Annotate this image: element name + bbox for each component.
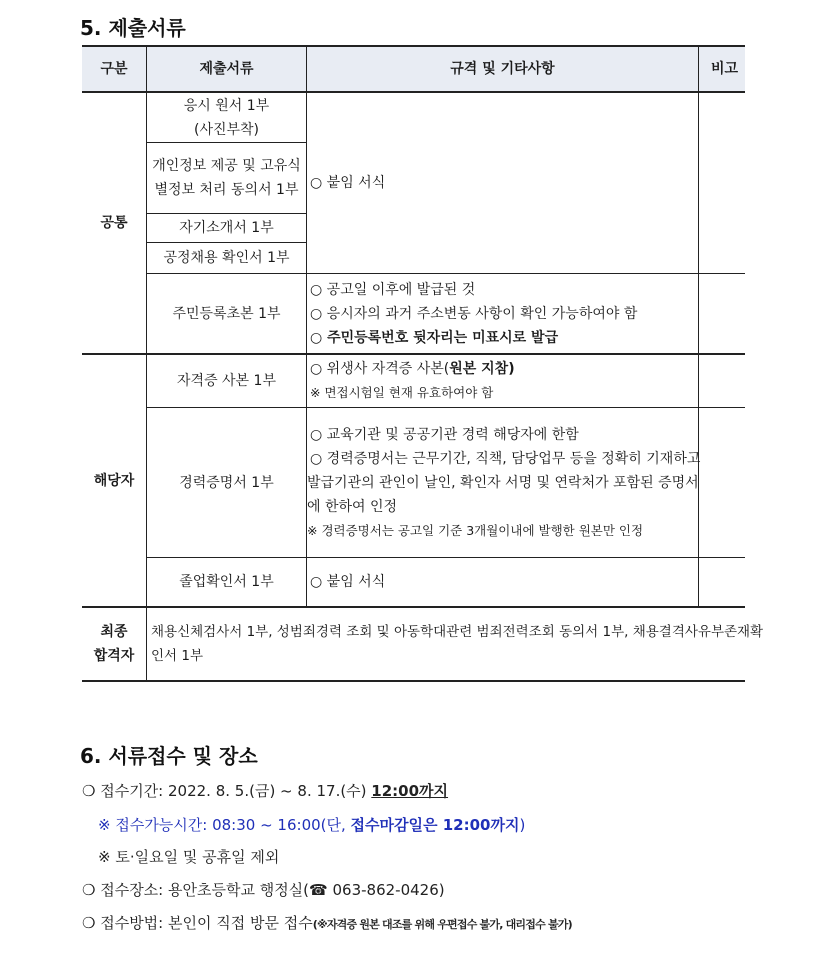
spec-career-line4: 에 한하여 인정	[307, 498, 398, 515]
receipt-place	[82, 879, 445, 900]
doc-privacy	[147, 143, 306, 213]
doc-application	[147, 93, 306, 142]
receipt-excluded: ※ 토·일요일 및 공휴일 제외	[98, 848, 280, 866]
receipt-period-label: ❍ 접수기간: 2022. 8. 5.(금) ~ 8. 17.(수)	[82, 782, 372, 800]
doc-application-line2: (사진부착)	[193, 121, 260, 138]
doc-license: 자격증 사본 1부	[177, 373, 276, 389]
receipt-method-note: (※자격증 원본 대조를 위해 우편접수 불가, 대리접수 불가)	[312, 918, 572, 931]
category-applicable: 해당자	[93, 472, 135, 489]
category-final	[82, 608, 146, 680]
header-note: 비고	[711, 61, 739, 77]
spec-career	[307, 408, 701, 557]
spec-attached-form: ○ 붙임 서식	[310, 175, 386, 191]
spec-career-line3: 발급기관의 관인이 날인, 확인자 서명 및 연락처가 포함된 증명서	[307, 474, 699, 491]
header-document: 제출서류	[199, 61, 254, 77]
header-category: 구분	[100, 61, 128, 77]
receipt-period	[82, 780, 448, 801]
doc-career: 경력증명서 1부	[179, 474, 274, 491]
receipt-place-suffix: )	[438, 881, 445, 899]
spec-career-line2: ○ 경력증명서는 근무기간, 직책, 담당업무 등을 정확히 기재하고	[310, 450, 701, 467]
doc-resident: 주민등록초본 1부	[172, 305, 281, 322]
category-common: 공통	[100, 215, 128, 231]
doc-application-line1: 응시 원서 1부	[183, 97, 270, 114]
spec-resident	[310, 274, 695, 353]
spec-license-line1	[310, 357, 515, 381]
receipt-hours	[98, 814, 525, 835]
doc-fair: 공정채용 확인서 1부	[163, 250, 290, 266]
receipt-hours-deadline: 접수마감일은 12:00까지	[350, 816, 520, 834]
final-label-2: 합격자	[93, 648, 135, 664]
final-label-1: 최종	[100, 624, 128, 640]
doc-privacy-line2: 별정보 처리 동의서 1부	[154, 182, 299, 198]
doc-intro: 자기소개서 1부	[179, 220, 274, 236]
header-spec: 규격 및 기타사항	[450, 61, 555, 77]
final-documents	[151, 608, 764, 680]
spec-license-line2: ※ 면접시험일 현재 유효하여야 함	[310, 385, 494, 400]
spec-license	[310, 355, 695, 407]
final-text-line2: 인서 1부	[151, 648, 204, 664]
spec-resident-line1: ○ 공고일 이후에 발급된 것	[310, 281, 476, 298]
final-text-line1: 채용신체검사서 1부, 성범죄경력 조회 및 아동학대관련 범죄전력조회 동의서 1부, 채용결격사유부존재확	[151, 624, 764, 640]
section-6-title: 6. 서류접수 및 장소	[80, 744, 258, 768]
receipt-period-deadline: 12:00까지	[371, 782, 449, 800]
spec-career-line5: ※ 경력증명서는 공고일 기준 3개월이내에 발행한 원본만 인정	[307, 522, 644, 538]
doc-privacy-line1: 개인정보 제공 및 고유식	[152, 158, 301, 174]
spec-license-line1-a: ○ 위생사 자격증 사본(	[310, 361, 450, 377]
spec-resident-line3: ○ 주민등록번호 뒷자리는 미표시로 발급	[310, 329, 559, 346]
receipt-method-label: ❍ 접수방법: 본인이 직접 방문 접수	[82, 914, 313, 932]
spec-resident-line2: ○ 응시자의 과거 주소변동 사항이 확인 가능하여야 함	[310, 305, 638, 322]
receipt-method	[82, 912, 572, 933]
receipt-hours-suffix: )	[519, 816, 526, 834]
spec-career-line1: ○ 교육기관 및 공공기관 경력 해당자에 한함	[310, 426, 579, 443]
receipt-place-phone: ☎ 063-862-0426	[309, 881, 439, 899]
section-5-title: 5. 제출서류	[80, 16, 186, 40]
receipt-place-label: ❍ 접수장소: 용안초등학교 행정실(	[82, 881, 310, 899]
spec-license-line1-b: 원본 지참)	[449, 361, 515, 377]
doc-graduation: 졸업확인서 1부	[179, 574, 274, 590]
receipt-hours-prefix: ※ 접수가능시간: 08:30 ~ 16:00(단,	[98, 816, 351, 834]
spec-graduation: ○ 붙임 서식	[310, 574, 386, 590]
